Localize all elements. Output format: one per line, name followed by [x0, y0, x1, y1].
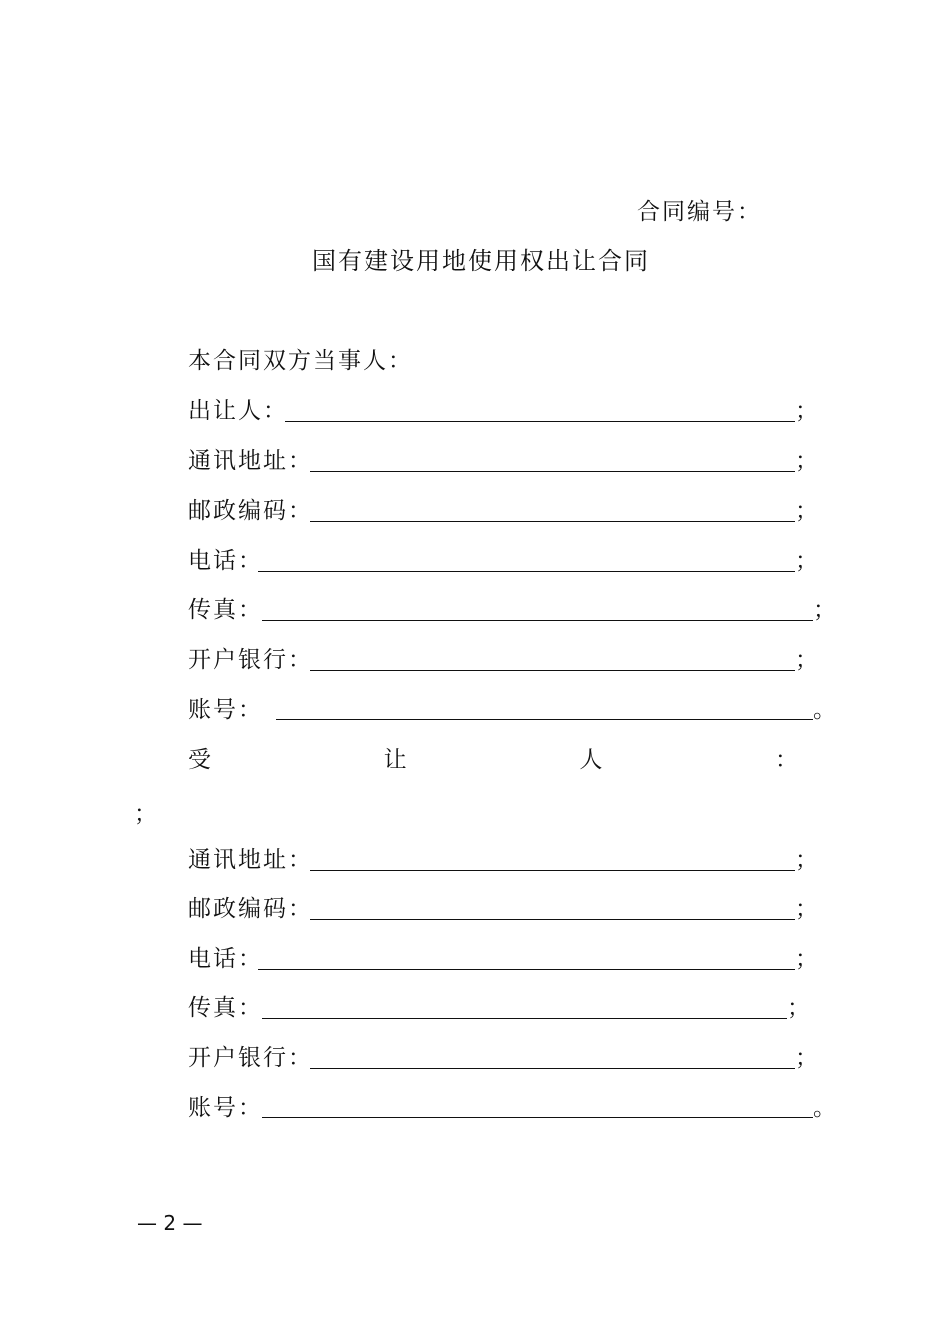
contract-number-label: 合同编号：	[637, 199, 762, 225]
transferor-account-field[interactable]	[276, 719, 813, 720]
period: 。	[813, 1095, 838, 1121]
transferee-account-label: 账号：	[188, 1095, 263, 1121]
transferor-fax-label: 传真：	[188, 597, 263, 623]
semicolon: ；	[795, 1045, 820, 1071]
transferee-address-field[interactable]	[310, 870, 795, 871]
transferor-fax-field[interactable]	[262, 620, 813, 621]
transferor-postcode-field[interactable]	[310, 521, 795, 522]
transferee-char: 受	[188, 747, 213, 773]
semicolon: ；	[787, 995, 812, 1021]
transferor-name-field[interactable]	[285, 421, 795, 422]
transferor-address-field[interactable]	[310, 471, 795, 472]
transferor-address-label: 通讯地址：	[188, 448, 313, 474]
transferee-char: 让	[383, 747, 409, 773]
semicolon: ；	[795, 448, 820, 474]
transferee-heading	[188, 745, 800, 775]
semicolon: ；	[813, 597, 838, 623]
page-number: — 2 —	[137, 1211, 203, 1235]
transferee-postcode-label: 邮政编码：	[188, 896, 313, 922]
transferee-fax-field[interactable]	[262, 1018, 787, 1019]
transferee-postcode-field[interactable]	[310, 919, 795, 920]
transferee-address-label: 通讯地址：	[188, 847, 313, 873]
transferee-bank-field[interactable]	[310, 1068, 795, 1069]
transferee-fax-label: 传真：	[188, 995, 263, 1021]
semicolon: ；	[795, 946, 820, 972]
transferor-bank-field[interactable]	[310, 670, 795, 671]
transferor-phone-field[interactable]	[258, 571, 795, 572]
semicolon: ；	[795, 548, 820, 574]
transferee-char: ：	[774, 747, 800, 773]
period: 。	[813, 697, 838, 723]
parties-intro: 本合同双方当事人：	[188, 348, 413, 374]
transferor-postcode-label: 邮政编码：	[188, 498, 313, 524]
contract-title: 国有建设用地使用权出让合同	[312, 247, 650, 275]
semicolon: ；	[795, 847, 820, 873]
transferee-phone-label: 电话：	[188, 946, 263, 972]
transferor-name-label: 出让人：	[188, 398, 288, 424]
transferee-bank-label: 开户银行：	[188, 1045, 313, 1071]
transferee-char: 人	[579, 747, 605, 773]
semicolon: ；	[134, 801, 159, 827]
transferee-account-field[interactable]	[262, 1117, 813, 1118]
transferor-phone-label: 电话：	[188, 548, 263, 574]
semicolon: ；	[795, 498, 820, 524]
transferee-phone-field[interactable]	[258, 969, 795, 970]
transferor-account-label: 账号：	[188, 697, 263, 723]
semicolon: ；	[795, 398, 820, 424]
semicolon: ；	[795, 647, 820, 673]
transferor-bank-label: 开户银行：	[188, 647, 313, 673]
semicolon: ；	[795, 896, 820, 922]
